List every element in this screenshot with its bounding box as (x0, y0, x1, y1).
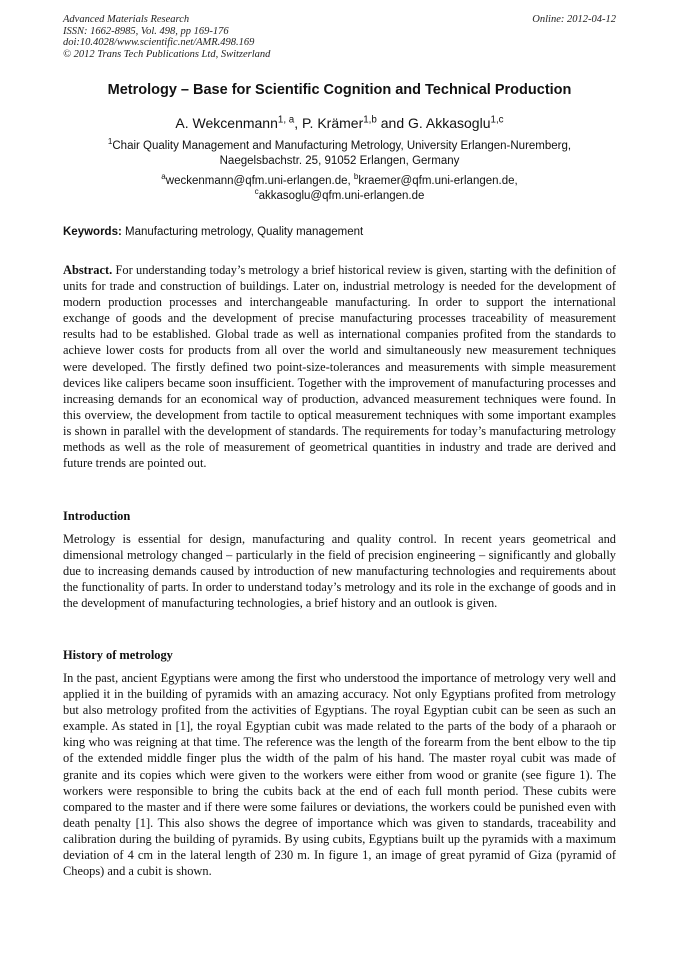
affiliation (63, 139, 616, 169)
author-1-sup: 1, a (277, 114, 295, 126)
author-sep-1: , (294, 115, 303, 131)
email-b-sup: b (353, 172, 359, 182)
email-a: weckenmann@qfm.uni-erlangen.de, (165, 175, 354, 187)
affiliation-line-2: Naegelsbachstr. 25, 91052 Erlangen, Germany (219, 155, 460, 167)
email-c-sup: c (254, 187, 259, 197)
abstract (63, 262, 616, 471)
affiliation-text-1: Chair Quality Management and Manufacturing Metrology, University Erlangen-Nuremberg, (112, 140, 572, 152)
paper-title: Metrology – Base for Scientific Cognition and Technical Production (107, 82, 572, 98)
keywords-label: Keywords: (63, 226, 122, 238)
abstract-text: For understanding today’s metrology a brief historical review is given, starting with the definition of units for trade and construction of buildings. Later on, industrial metrology is needed for the development of modern production processes and interchangeable manufacturing. In order to support the international exchange of goods and the development of precise manufacturing processes traceability of measurement results had to be established. Global trade as well as international companies profited from the standards to achieve lower costs for products from all over the world and simultaneously new measurement techniques were developed. The firstly defined two point-size-tolerances and measurements with simple measurement devices like calipers became soon insufficient. Together with the improvement of manufacturing processes and increasing demands for an economical way of production, advanced measurement techniques were found. In this overview, the development from tactile to optical measurement techniques with some important examples is shown in parallel with the development of standards. The requirements for today’s manufacturing metrology methods as well as the role of measurement of geometrical quantities in industry and trade are derived and future trends are pointed out. (63, 263, 616, 471)
introduction-text: Metrology is essential for design, manufacturing and quality control. In recent years geometrical and dimensional metrology changed – particularly in the field of precision engineering – significantly and globally due to increasing demands caused by introduction of new manufacturing technologies and requirements about the functionality of parts. In order to understand today’s metrology and its role in the exchange of goods and in the development of manufacturing technologies, a brief history and an outlook is given. (63, 532, 616, 611)
author-3: G. Akkasoglu (408, 115, 491, 131)
journal-header (63, 14, 616, 60)
emails-line-2 (63, 189, 616, 204)
issn-line: ISSN: 1662-8985, Vol. 498, pp 169-176 (63, 25, 229, 37)
author-2-sup: 1,b (363, 114, 377, 126)
author-1: A. Wekcenmann (175, 115, 278, 131)
online-date: Online: 2012-04-12 (532, 14, 616, 25)
journal-name: Advanced Materials Research (63, 14, 190, 25)
keywords (63, 226, 616, 238)
introduction-heading: Introduction (63, 509, 131, 523)
affiliation-line-1 (63, 139, 616, 154)
history-text: In the past, ancient Egyptians were among the first who understood the importance of metrology very well and applied it in the building of pyramids with an amazing accuracy. Not only Egyptians profited from metrology but also metrology profited from the activities of Egyptians. The royal Egyptian cubit can be seen as such an example. As stated in [1], the royal Egyptian cubit was made related to the parts of the body of a pharaoh or king who was reigning at that time. The reference was the length of the forearm from the bent elbow to the tip of the extended middle finger plus the width of the palm of his hand. The master royal cubit was made of granite and its copies which were given to the workers were either from wood or granite (see figure 1). The workers were responsible to bring the cubits back at the end of each full month period. These cubits were compared to the master and if there were some failures or deviations, the workers could be punished even with death penalty [1]. This also shows the degree of importance which was given to standards, traceability and calibration during the building of pyramids. By using cubits, Egyptians built up the pyramids with a maximum deviation of 4 cm in the lateral length of 230 m. In figure 1, an image of great pyramid of Giza (pyramid of Cheops) and a cubit is shown. (63, 671, 616, 879)
email-c: akkasoglu@qfm.uni-erlangen.de (258, 190, 425, 202)
emails-line-1 (63, 174, 616, 189)
email-b: kraemer@qfm.uni-erlangen.de, (358, 175, 518, 187)
author-line (63, 115, 616, 131)
doi-line: doi:10.4028/www.scientific.net/AMR.498.169 (63, 37, 255, 48)
author-3-sup: 1,c (490, 114, 504, 126)
abstract-label: Abstract. (63, 263, 113, 277)
author-2: P. Krämer (302, 115, 364, 131)
author-emails (63, 174, 616, 204)
email-a-sup: a (161, 172, 166, 182)
author-sep-2: and (376, 115, 408, 131)
keywords-text: Manufacturing metrology, Quality management (121, 226, 364, 238)
affiliation-sup: 1 (107, 137, 113, 147)
copyright-line: © 2012 Trans Tech Publications Ltd, Switzerland (63, 48, 271, 60)
history-heading: History of metrology (63, 648, 173, 662)
